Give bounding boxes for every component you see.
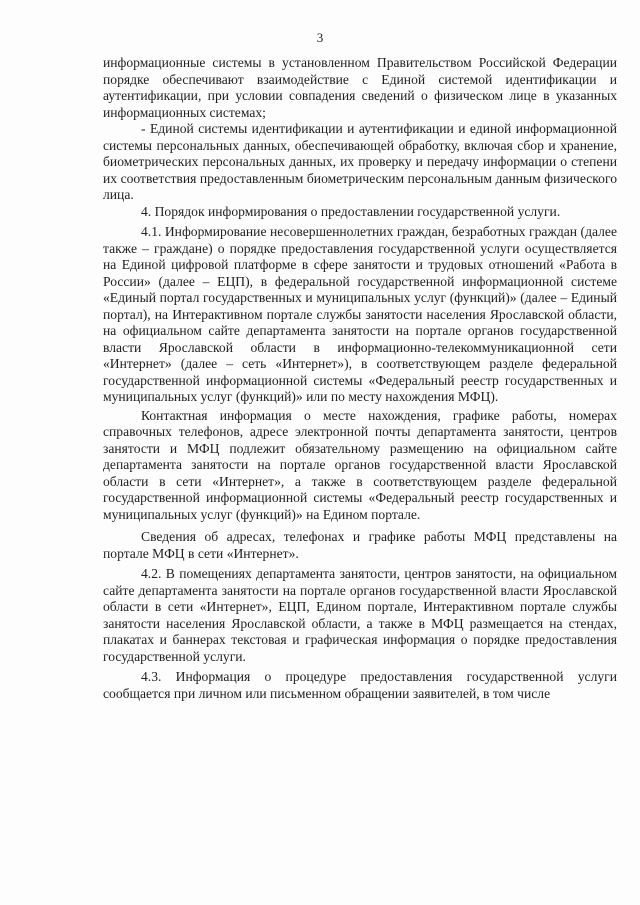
paragraph-4-1: 4.1. Информирование несовершеннолетних граждан, безработных граждан (далее также – граждане) о порядке предоставления государственной услуги осуществляется на Единой цифровой платформе в сфере занятости и трудовых отношений «Работа в России» (далее – ЕЦП), в федеральной государственной информационной системе «Единый портал государственных и муниципальных услуг (функций)» (далее – Единый портал), на Интерактивном портале службы занятости населения Ярославской области, на официальном сайте департамента занятости на портале органов государственной власти Ярославской области в информационно-телекоммуникационной сети «Интернет» (далее – сеть «Интернет»), в соответствующем разделе федеральной государственной информационной системы «Федеральный реестр государственных и муниципальных услуг (функций)» или по месту нахождения МФЦ). <box>103 224 617 404</box>
paragraph-information-systems: информационные системы в установленном Правительством Российской Федерации порядке обеспечивают взаимодействие с Единой системой идентификации и аутентификации, при условии совпадения сведений о физическом лице в указанных информационных системах; <box>103 55 617 120</box>
page-number: 3 <box>316 30 324 45</box>
paragraph-contact-information: Контактная информация о месте нахождения, графике работы, номерах справочных телефонов, адресе электронной почты департамента занятости, центров занятости и МФЦ подлежит обязательному размещению на официальном сайте департамента занятости на портале органов государственной власти Ярославской области в сети «Интернет», а также в соответствующем разделе федеральной государственной информационной системы «Федеральный реестр государственных и муниципальных услуг (функций)» на Едином портале. <box>103 407 617 522</box>
paragraph-mfc-addresses: Сведения об адресах, телефонах и графике работы МФЦ представлены на портале МФЦ в сети «Интернет». <box>103 529 617 561</box>
paragraph-unified-identification-system: - Единой системы идентификации и аутентификации и единой информационной системы персональных данных, обеспечивающей обработку, включая сбор и хранение, биометрических персональных данных, их проверку и передачу информации о степени их соответствия предоставленным биометрическим персональным данным физического лица. <box>103 121 617 202</box>
paragraph-4-2: 4.2. В помещениях департамента занятости, центров занятости, на официальном сайте департамента занятости на портале органов государственной власти Ярославской области в сети «Интернет», ЕЦП, Едином портале, Интерактивном портале службы занятости населения Ярославской области, а также в МФЦ размещается на стендах, плакатах и баннерах текстовая и графическая информация о порядке предоставления государственной услуги. <box>103 566 617 664</box>
paragraph-4-3: 4.3. Информация о процедуре предоставления государственной услуги сообщается при личном или письменном обращении заявителей, в том числе <box>103 669 617 701</box>
document-body <box>103 55 617 702</box>
section-heading-informing-procedure: 4. Порядок информирования о предоставлении государственной услуги. <box>141 203 561 219</box>
